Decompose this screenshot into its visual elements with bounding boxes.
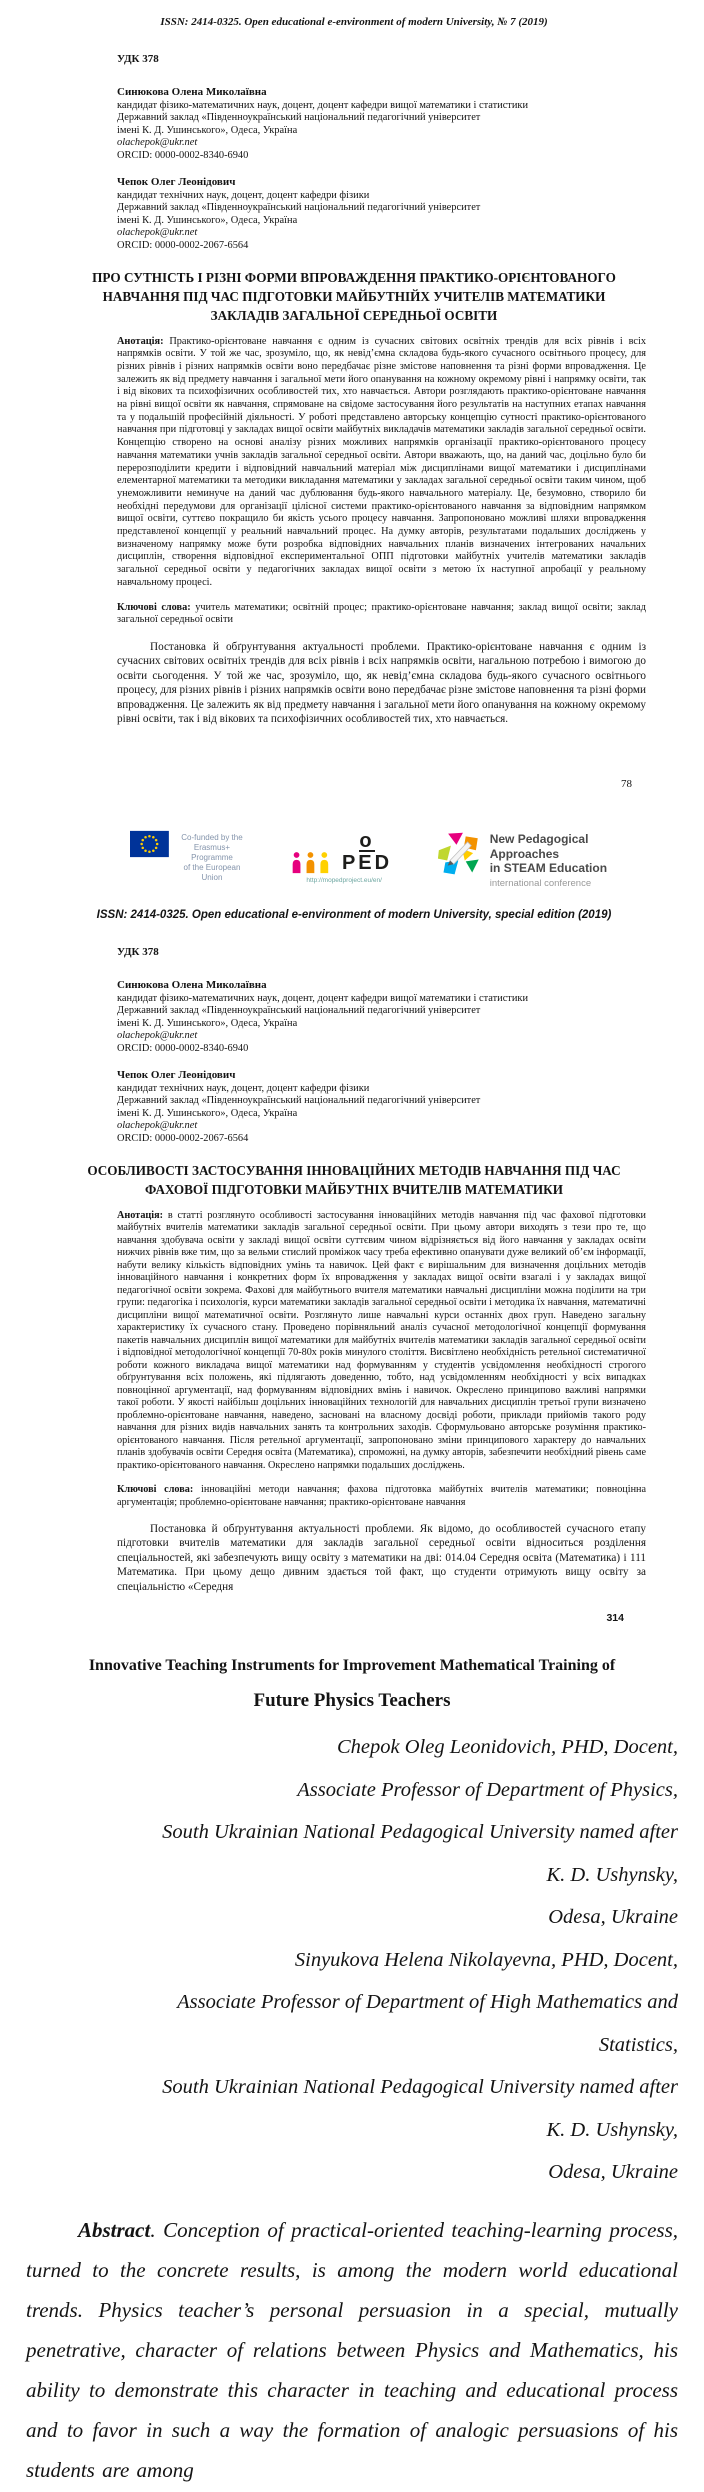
author-affiliation: імені К. Д. Ушинського», Одеса, Україна (117, 1107, 298, 1119)
steam-logo-icon (437, 830, 481, 878)
author-degree: кандидат технічних наук, доцент, доцент кафедри фізики (117, 189, 370, 201)
keywords-label: Ключові слова: (117, 601, 196, 613)
keywords-label: Ключові слова: (117, 1484, 201, 1496)
byline-line: Statistics, (598, 2033, 678, 2056)
author-email: olachepok@ukr.net (117, 1120, 198, 1132)
steam-caption: New Pedagogical Approaches in STEAM Education international conference (489, 832, 608, 889)
author-block-sinyukova (117, 86, 648, 163)
journal-issn-header-special: ISSN: 2414-0325. Open educational e-environment of modern University, special edition (2019) (96, 909, 612, 921)
body-paragraph: Постановка й обґрунтування актуальності проблеми. Практико-орієнтоване навчання є одним із сучасних світових освітніх трендів для всіх рівнів і всіх напрямків освіти, нагальною потребою і вимогою до освіти сьогодення. У той же час, зрозуміло, що, як невід’ємна складова будь-якого сучасного освітнього процесу, для різних рівнів і різних напрямків освіти воно передбачає різне змістове наповнення та різні форми впровадження. Це залежить як від предмету навчання і загальної мети його опанування на кожному окремому рівні освіти, так і від вікових та психофізичних особливостей тих, хто навчається. (117, 641, 646, 726)
steam-conference-logo (437, 830, 648, 889)
udk-code: УДК 378 (117, 53, 159, 65)
keywords-ua (117, 1484, 646, 1509)
author-degree: кандидат технічних наук, доцент, доцент кафедри фізики (117, 1082, 370, 1094)
author-affiliation: Державний заклад «Південноукраїнський національний педагогічний університет (117, 202, 481, 214)
author-email: olachepok@ukr.net (117, 137, 198, 149)
byline-line: K. D. Ushynsky, (546, 2118, 678, 2141)
moped-people-icon (291, 851, 332, 874)
abstract-label: Анотація: (117, 1209, 168, 1221)
byline-line: Odesa, Ukraine (548, 1906, 678, 1928)
article-title-en-line2: Future Physics Teachers (253, 1690, 451, 1711)
author-block-chepok (117, 176, 648, 253)
byline-line: South Ukrainian National Pedagogical University named after (162, 1821, 678, 1843)
article-title-ua: ОСОБЛИВОСТІ ЗАСТОСУВАННЯ ІННОВАЦІЙНИХ МЕТОДІВ НАВЧАННЯ ПІД ЧАС ФАХОВОЇ ПІДГОТОВКИ МАЙБУТНІХ ВЧИТЕЛІВ МАТЕМАТИКИ (87, 1162, 621, 1197)
abstract-ua (117, 1210, 646, 1473)
author-orcid: ORCID: 0000-0002-2067-6564 (117, 1132, 249, 1144)
keywords-text: учитель математики; освітній процес; практико-орієнтоване навчання; заклад вищої освіти; заклад загальної середньої освіти (117, 601, 646, 626)
moped-logo (291, 830, 397, 884)
author-orcid: ORCID: 0000-0002-2067-6564 (117, 239, 249, 251)
erasmus-caption: Co-funded by the Erasmus+ Programme of the European Union (181, 833, 243, 882)
article-title-en: Innovative Teaching Instruments for Improvement Mathematical Training of (88, 1657, 616, 1674)
author-affiliation: імені К. Д. Ушинського», Одеса, Україна (117, 124, 298, 136)
page-number: 314 (606, 1612, 624, 1624)
author-orcid: ORCID: 0000-0002-8340-6940 (117, 1042, 249, 1054)
byline-line: South Ukrainian National Pedagogical University named after (162, 2076, 678, 2098)
author-email: olachepok@ukr.net (117, 1030, 198, 1042)
english-abstract (26, 2210, 678, 2490)
abstract-label: Анотація: (117, 335, 170, 347)
byline-line: Associate Professor of Department of High Mathematics and (177, 1991, 678, 2013)
byline-line: Associate Professor of Department of Physics, (297, 1778, 678, 1801)
author-name: Чепок Олег Леонідович (117, 1068, 236, 1081)
abstract-text: Практико-орієнтоване навчання є одним із сучасних світових освітніх трендів для всіх рівнів і всіх напрямків освіти. У той же час, зрозуміло, що, як невід’ємна складова будь-якого сучасного освітнього процесу, для різних рівнів і різних напрямків освіти воно передбачає різне змістове наповнення та різні форми впровадження. Це залежить як від предмету навчання і загальної мети його опанування на кожному окремому рівні і напрямку освіти, так і від вікових та психофізичних особливостей тих, хто навчається. Автори розглядають практико-орієнтоване навчання на рівні вищої освіти як навчання, спрямоване на свідоме застосування його результатів на наступних етапах навчання та у подальшій професійній діяльності. У роботі представлено авторську концепцію сутності практико-орієнтованого навчання при підготовці у закладах вищої освіти майбутніх викладачів математики закладів загальної середньої освіти. Концепцію створено на основі аналізу різних можливих напрямків організації практико-орієнтованого процесу навчання математики учнів закладів загальної середньої освіти. Автори вважають, що, на даний час, доцільно було би перерозподілити кредити і відповідний навчальний матеріал між дисциплінами вищої математики і дисциплінами елементарної математики та методики викладання математики у закладах загальної середньої освіти таким чином, щоб унеможливити неминуче на даний час дублювання будь-якого навчального матеріалу. Це, безумовно, створило би необхідні передумови для організації цілісної системи практико-орієнтованого навчання за відповідним напрямком вищої освіти, суттєво покращило би якість усього процесу навчання. Запропоновано можливі шляхи впровадження представленої концепції у реальний навчальний процес. На думку авторів, результатами подальших досліджень у визначеному напрямку може бути розробка відповідних навчальних планів визначених інтегрованих начальних дисциплін, створення відповідної експериментальної ОПП підготовки майбутніх учителів математики закладів загальної середньої освіти у педагогічних закладах вищої освіти з метою їх наступної апробації у реальному навчальному процесі. (117, 335, 646, 588)
author-affiliation: Державний заклад «Південноукраїнський національний педагогічний університет (117, 112, 481, 124)
logo-row (60, 820, 648, 894)
author-orcid: ORCID: 0000-0002-8340-6940 (117, 149, 249, 161)
eu-flag-icon (130, 830, 169, 858)
english-byline (26, 1726, 678, 2194)
english-abstract-text: . Conception of practical-oriented teaching-learning process, turned to the concrete results, is among the modern world educational trends. Physics teacher’s personal persuasion in a special, mutually penetrative, character of relations between Physics and Mathematics, his ability to demonstrate this character in teaching and educational process and to favor in such a way the formation of analogic persuasions of his students are among (26, 2217, 678, 2482)
byline-line: K. D. Ushynsky, (546, 1863, 678, 1886)
udk-code: УДК 378 (117, 946, 159, 958)
article-meta (117, 53, 648, 253)
author-name: Синюкова Олена Миколаївна (117, 85, 267, 98)
article-title-ua: ПРО СУТНІСТЬ І РІЗНІ ФОРМИ ВПРОВАЖДЕННЯ ПРАКТИКО-ОРІЄНТОВАНОГО НАВЧАННЯ ПІД ЧАС ПІДГОТОВКИ МАЙБУТНІЙХ УЧИТЕЛІВ МАТЕМАТИКИ ЗАКЛАДІВ ЗАГАЛЬНОЇ СЕРЕДНЬОЇ ОСВІТИ (92, 269, 616, 323)
moped-wordmark: oPED (341, 830, 393, 874)
erasmus-eu-logo (130, 830, 249, 883)
author-affiliation: імені К. Д. Ушинського», Одеса, Україна (117, 214, 298, 226)
author-name: Чепок Олег Леонідович (117, 175, 236, 188)
scanned-page-2 (60, 820, 648, 1650)
keywords-ua (117, 602, 646, 627)
author-block-chepok (117, 1069, 648, 1146)
author-affiliation: Державний заклад «Південноукраїнський національний педагогічний університет (117, 1005, 481, 1017)
moped-url: http://mopedproject.eu/en/ (306, 877, 382, 884)
journal-issn-header: ISSN: 2414-0325. Open educational e-environment of modern University, № 7 (2019) (160, 16, 548, 28)
author-affiliation: імені К. Д. Ушинського», Одеса, Україна (117, 1017, 298, 1029)
body-paragraph: Постановка й обґрунтування актуальності проблеми. Як відомо, до особливостей сучасного етапу підготовки вчителів математики для закладів загальної середньої освіти відноситься розділення спеціальностей, які забезпечують вищу освіту з математики на дві: 014.04 Середня освіта (Математика) і 111 Математика. При цьому дещо дивним здається той факт, що студенти отримують вищу освіту за спеціальністю «Середня (117, 1523, 646, 1593)
page-number: 78 (621, 778, 632, 790)
byline-line: Sinyukova Helena Nikolayevna, PHD, Docent, (294, 1948, 678, 1971)
author-affiliation: Державний заклад «Південноукраїнський національний педагогічний університет (117, 1095, 481, 1107)
byline-line: Chepok Oleg Leonidovich, PHD, Docent, (336, 1736, 678, 1758)
abstract-text: в статті розглянуто особливості застосування інноваційних методів навчання під час фахової підготовки майбутніх вчителів математики закладів загальної середньої освіти. При цьому автори виходять з тези про те, що навчання здобувача освіти у закладі вищої освіти суттєвим чином відрізняється від його навчання у закладах освіти нижчих рівнів вже тим, що за вельми стислий проміжок часу треба ефективно опанувати дуже великий об’єм інформації, набути велику кількість відповідних умінь та навичок. Цей факт є вирішальним для визначення доцільних методів інноваційного навчання і конкретних форм їх впровадження у закладах вищої освіти взагалі і у закладах вищої педагогічної освіти зокрема. Фахові для майбутнього вчителя математики навчальні дисципліни можна поділити на три групи: педагогіка і психологія, курси математики закладів загальної середньої освіти і методика їх навчання, математичні дисципліни вищої математичної освіти. Розглянуто лише навчальні курси останніх двох груп. Наведено загальну характеристику їх сучасного стану. Проведено порівняльний аналіз сучасної методологічної концепції формування пакетів навчальних дисциплін вищої математики для майбутніх вчителів математики закладів загальної середньої освіти і відповідної методологічної концепції 70-80х років минулого століття. Висвітлено необхідність ретельної систематичної роботи кожного викладача вищої математики над формуванням у студентів усвідомлення необхідності строгого обґрунтування всіх положень, які підлягають доведенню, тобто, над усвідомленням необхідності у всіх випадках повноцінної аргументації, над формуванням відповідних вмінь і навичок. Окреслено принципово важливі напрямки такої роботи. У якості найбільш доцільних інноваційних технологій для навчальних дисциплін третьої групи визначено проблемно-орієнтоване навчання, наведено, засновані на власному досвіді роботи, приклади прийомів такого роду навчання для різних видів навчальних занять та контрольних заходів. Сформульовано авторське розуміння практико-орієнтованого навчання. Після ретельної аргументації, запропоновано зміни принципового характеру до навчальних планів здобувачів освіти Середня освіта (Математика), спроможні, на думку авторів, забезпечити необхідний рівень саме практико-орієнтованого навчання. Окреслено напрямки подальших досліджень. (117, 1209, 647, 1471)
author-name: Синюкова Олена Миколаївна (117, 978, 267, 991)
byline-line: Odesa, Ukraine (548, 2161, 678, 2183)
keywords-text: інноваційні методи навчання; фахова підготовка майбутніх вчителів математики; повноцінна аргументація; проблемно-орієнтоване навчання; практико-орієнтоване навчання (117, 1484, 647, 1508)
author-email: olachepok@ukr.net (117, 227, 198, 239)
article-meta (117, 946, 648, 1146)
scanned-page-1 (60, 0, 648, 802)
author-degree: кандидат фізико-математичних наук, доцент, доцент кафедри вищої математики і статистики (117, 992, 529, 1004)
abstract-ua (117, 336, 646, 590)
author-degree: кандидат фізико-математичних наук, доцент, доцент кафедри вищої математики і статистики (117, 99, 529, 111)
english-section (26, 1650, 678, 2490)
author-block-sinyukova (117, 979, 648, 1056)
english-abstract-label: Abstract (78, 2217, 151, 2242)
